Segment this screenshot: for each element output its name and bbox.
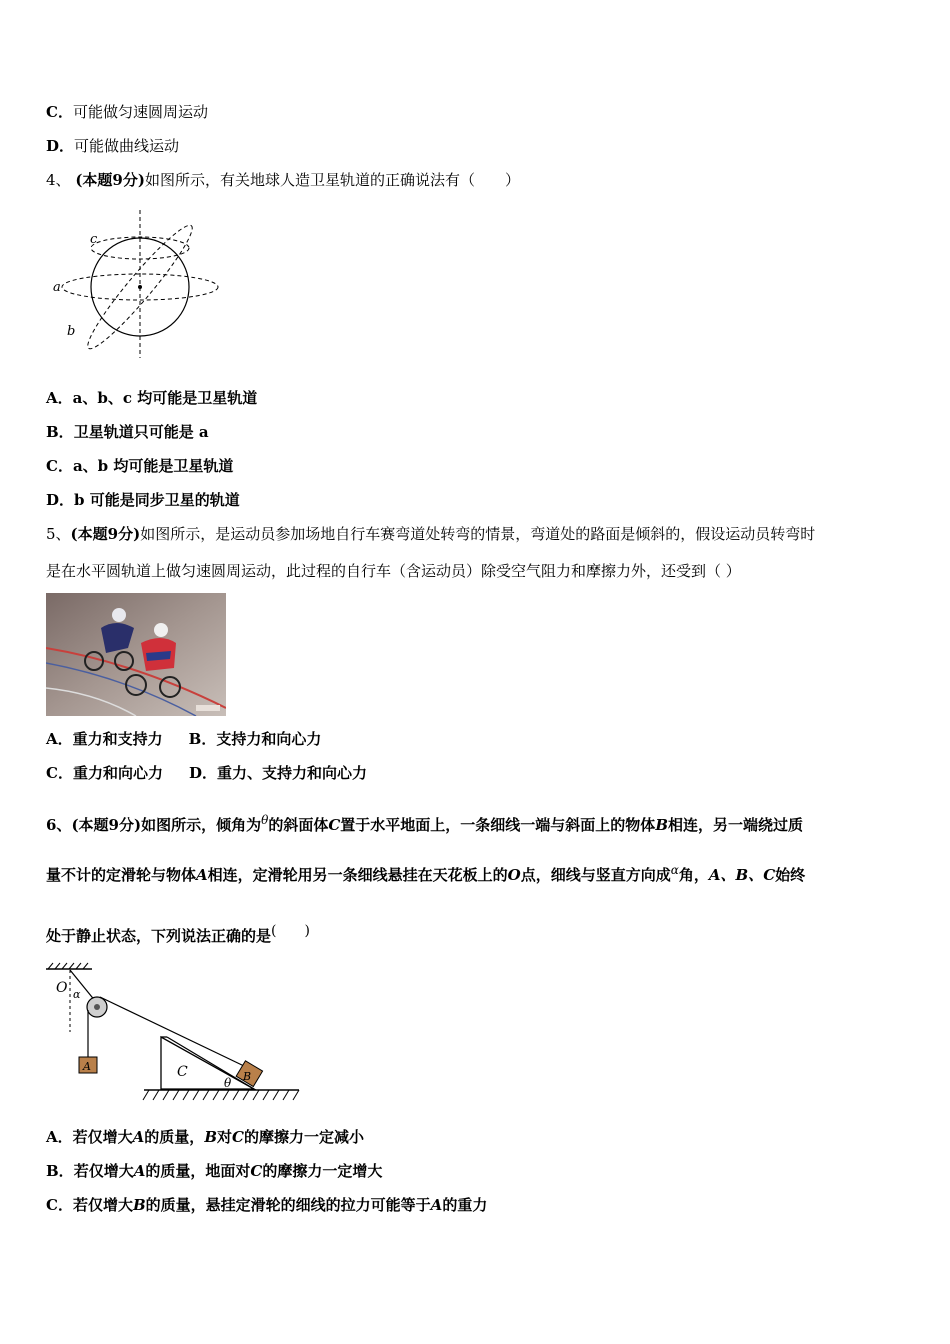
option-text: 卫星轨道只可能是 a: [73, 423, 209, 441]
option-text: 的质量，地面对: [145, 1162, 251, 1180]
q4-option-b: [46, 422, 209, 442]
option-text: 的摩擦力一定减小: [243, 1128, 364, 1146]
option-label: C．: [46, 103, 73, 121]
stem-text: 角，: [678, 866, 709, 884]
string-to-b: [100, 997, 244, 1066]
incline-surface: [167, 1037, 254, 1089]
option-text: 若仅增大: [72, 1196, 133, 1214]
alpha-label: α: [73, 988, 81, 1001]
stem-text: 点，细线与竖直方向成: [520, 866, 671, 884]
earth-center: [138, 285, 142, 289]
option-label: D．: [46, 137, 75, 155]
q6-option-c: [46, 1195, 487, 1215]
option-text: 的重力: [442, 1196, 488, 1214]
option-var: C: [232, 1128, 244, 1146]
option-label: C．: [46, 764, 73, 782]
alpha-symbol: α: [670, 863, 679, 877]
option-var: B: [204, 1128, 217, 1146]
option-text: 的质量，: [144, 1128, 205, 1146]
question-tag: (本题9分): [75, 171, 145, 189]
option-var: C: [250, 1162, 263, 1180]
block-b-label: B: [243, 1070, 252, 1083]
point-o-label: O: [56, 980, 68, 996]
option-var: B: [132, 1196, 146, 1214]
option-text: a、b 均可能是卫星轨道: [72, 457, 234, 475]
option-var: A: [133, 1162, 146, 1180]
q5-stem-line2: [46, 561, 741, 581]
option-text: 的质量，悬挂定滑轮的细线的拉力可能等于: [145, 1196, 431, 1214]
cyclists-photo: [46, 593, 226, 716]
option-text: 可能做曲线运动: [74, 137, 180, 155]
option-text: 若仅增大: [73, 1162, 134, 1180]
q6-stem-line1: [46, 810, 803, 835]
option-text: 若仅增大: [72, 1128, 133, 1146]
option-var: A: [132, 1128, 145, 1146]
var-a: A: [196, 866, 208, 884]
stem-text: 处于静止状态，下列说法正确的是: [46, 927, 272, 945]
ceiling-hatch: [48, 963, 88, 969]
option-label: B．: [46, 423, 74, 441]
ground-hatch: [143, 1090, 299, 1100]
q6-pulley-figure: [44, 962, 304, 1107]
question-text: 是在水平圆轨道上做匀速圆周运动，此过程的自行车（含运动员）除受空气阻力和摩擦力外，还受到（ ）: [46, 562, 741, 580]
option-label: A．: [46, 389, 73, 407]
stem-text: 始终: [775, 866, 806, 884]
q4-option-a: [46, 388, 257, 408]
stem-text: 相连，另一端绕过质: [668, 816, 804, 834]
option-text: b 可能是同步卫星的轨道: [74, 491, 240, 509]
q4-orbit-figure: [46, 208, 226, 363]
option-label: B．: [188, 730, 217, 748]
track-surface: [46, 593, 226, 716]
question-number: 4、: [46, 171, 71, 189]
q6-option-a: [46, 1127, 364, 1147]
question-number: 5、: [46, 525, 71, 543]
stem-text: 相连，定滑轮用另一条细线悬挂在天花板上的: [207, 866, 508, 884]
answer-paren: ( ): [271, 923, 310, 939]
var-c: C: [328, 816, 341, 834]
option-text: 重力和支持力: [72, 730, 163, 748]
option-label: C．: [46, 457, 73, 475]
q4-stem: [46, 170, 520, 190]
option-text: 对: [217, 1128, 233, 1146]
block-a-label: A: [83, 1060, 91, 1073]
q6-stem-line3: [46, 921, 310, 946]
option-label: A．: [46, 730, 73, 748]
option-text: 重力和向心力: [72, 764, 163, 782]
q5-stem-line1: [46, 524, 815, 544]
question-text: 如图所示，是运动员参加场地自行车赛弯道处转弯的情景，弯道处的路面是倾斜的，假设运动员转弯时: [140, 525, 816, 543]
stem-text: 如图所示，倾角为: [141, 816, 262, 834]
option-label: D．: [188, 764, 217, 782]
option-text: 可能做匀速圆周运动: [72, 103, 208, 121]
option-text: a、b、c 均可能是卫星轨道: [72, 389, 258, 407]
option-label: C．: [46, 1196, 73, 1214]
label-c: c: [90, 232, 98, 247]
label-b: b: [67, 324, 76, 339]
q6-option-b: [46, 1161, 382, 1181]
option-text: 的摩擦力一定增大: [262, 1162, 383, 1180]
question-tag: (本题9分): [71, 816, 142, 834]
theta-symbol: θ: [261, 813, 269, 827]
var-abc: A、B、C: [708, 866, 776, 884]
question-number: 6、: [46, 816, 72, 834]
q5-options-row2: [46, 763, 367, 783]
option-label: D．: [46, 491, 75, 509]
pulley-axle: [94, 1004, 100, 1010]
question-text: 如图所示，有关地球人造卫星轨道的正确说法有（ ）: [144, 171, 520, 189]
option-label: A．: [46, 1128, 73, 1146]
photo-watermark: [196, 705, 220, 711]
option-var: A: [430, 1196, 443, 1214]
incline-c-label: C: [177, 1064, 188, 1080]
q5-options-row1: [46, 729, 321, 749]
var-b: B: [655, 816, 668, 834]
q3-option-d: [46, 136, 179, 156]
option-text: 重力、支持力和向心力: [216, 764, 367, 782]
rider1-helmet: [112, 608, 126, 622]
option-label: B．: [46, 1162, 74, 1180]
q4-option-d: [46, 490, 240, 510]
q3-option-c: [46, 102, 208, 122]
q6-stem-line2: [46, 860, 805, 885]
theta-label: θ: [224, 1076, 232, 1090]
question-tag: (本题9分): [70, 525, 141, 543]
label-a: a: [53, 280, 61, 295]
var-o: O: [507, 866, 521, 884]
stem-text: 置于水平地面上，一条细线一端与斜面上的物体: [340, 816, 656, 834]
stem-text: 量不计的定滑轮与物体: [46, 866, 197, 884]
q4-option-c: [46, 456, 233, 476]
option-text: 支持力和向心力: [216, 730, 322, 748]
stem-text: 的斜面体: [268, 816, 329, 834]
rider2-helmet: [154, 623, 168, 637]
